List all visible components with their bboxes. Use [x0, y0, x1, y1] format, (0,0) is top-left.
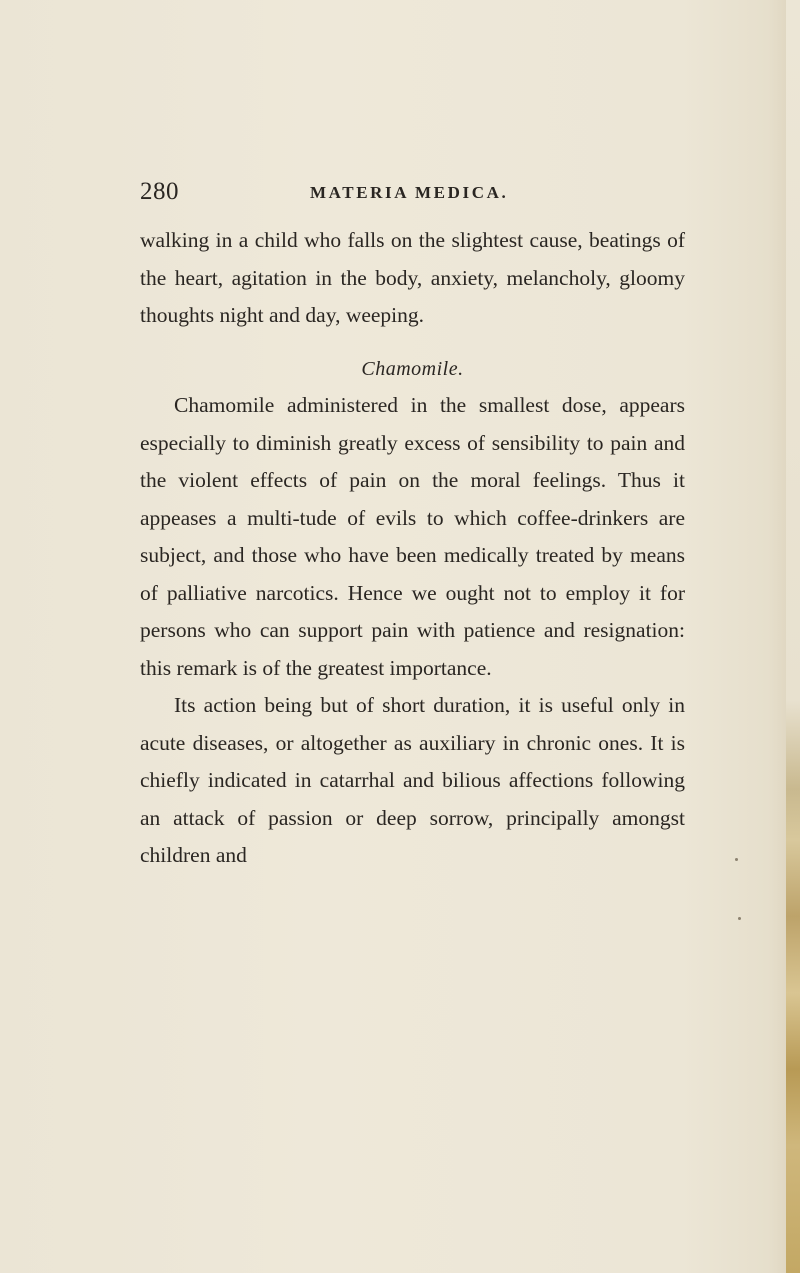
paper-speck	[738, 917, 741, 920]
paragraph-chamomile-dose: Chamomile administered in the smallest dose, appears especially to diminish greatly excess of sensibility to pain and the violent effects of pain on the moral feelings. Thus it appeases a multi-tude of evils to which coffee-drinkers are subject, and those who have been medically treated by means of palliative narcotics. Hence we ought not to employ it for persons who can support pain with patience and resignation: this remark is of the greatest importance.	[140, 393, 685, 680]
paragraph-continuation: walking in a child who falls on the slightest cause, beatings of the heart, agitation in the body, anxiety, melancholy, gloomy thoughts night and day, weeping.	[140, 228, 685, 327]
paragraph-chamomile-action: Its action being but of short duration, it is useful only in acute diseases, or altogether as auxiliary in chronic ones. It is chiefly indicated in catarrhal and bilious affections following an attack of passion or deep sorrow, principally amongst children and	[140, 693, 685, 867]
page-edge	[786, 0, 800, 1273]
running-title: MATERIA MEDICA.	[310, 183, 509, 202]
paper-speck	[735, 858, 738, 861]
body-text	[140, 222, 685, 875]
section-heading-chamomile: Chamomile.	[361, 357, 464, 380]
page-number: 280	[140, 178, 179, 205]
page-header	[140, 178, 700, 206]
